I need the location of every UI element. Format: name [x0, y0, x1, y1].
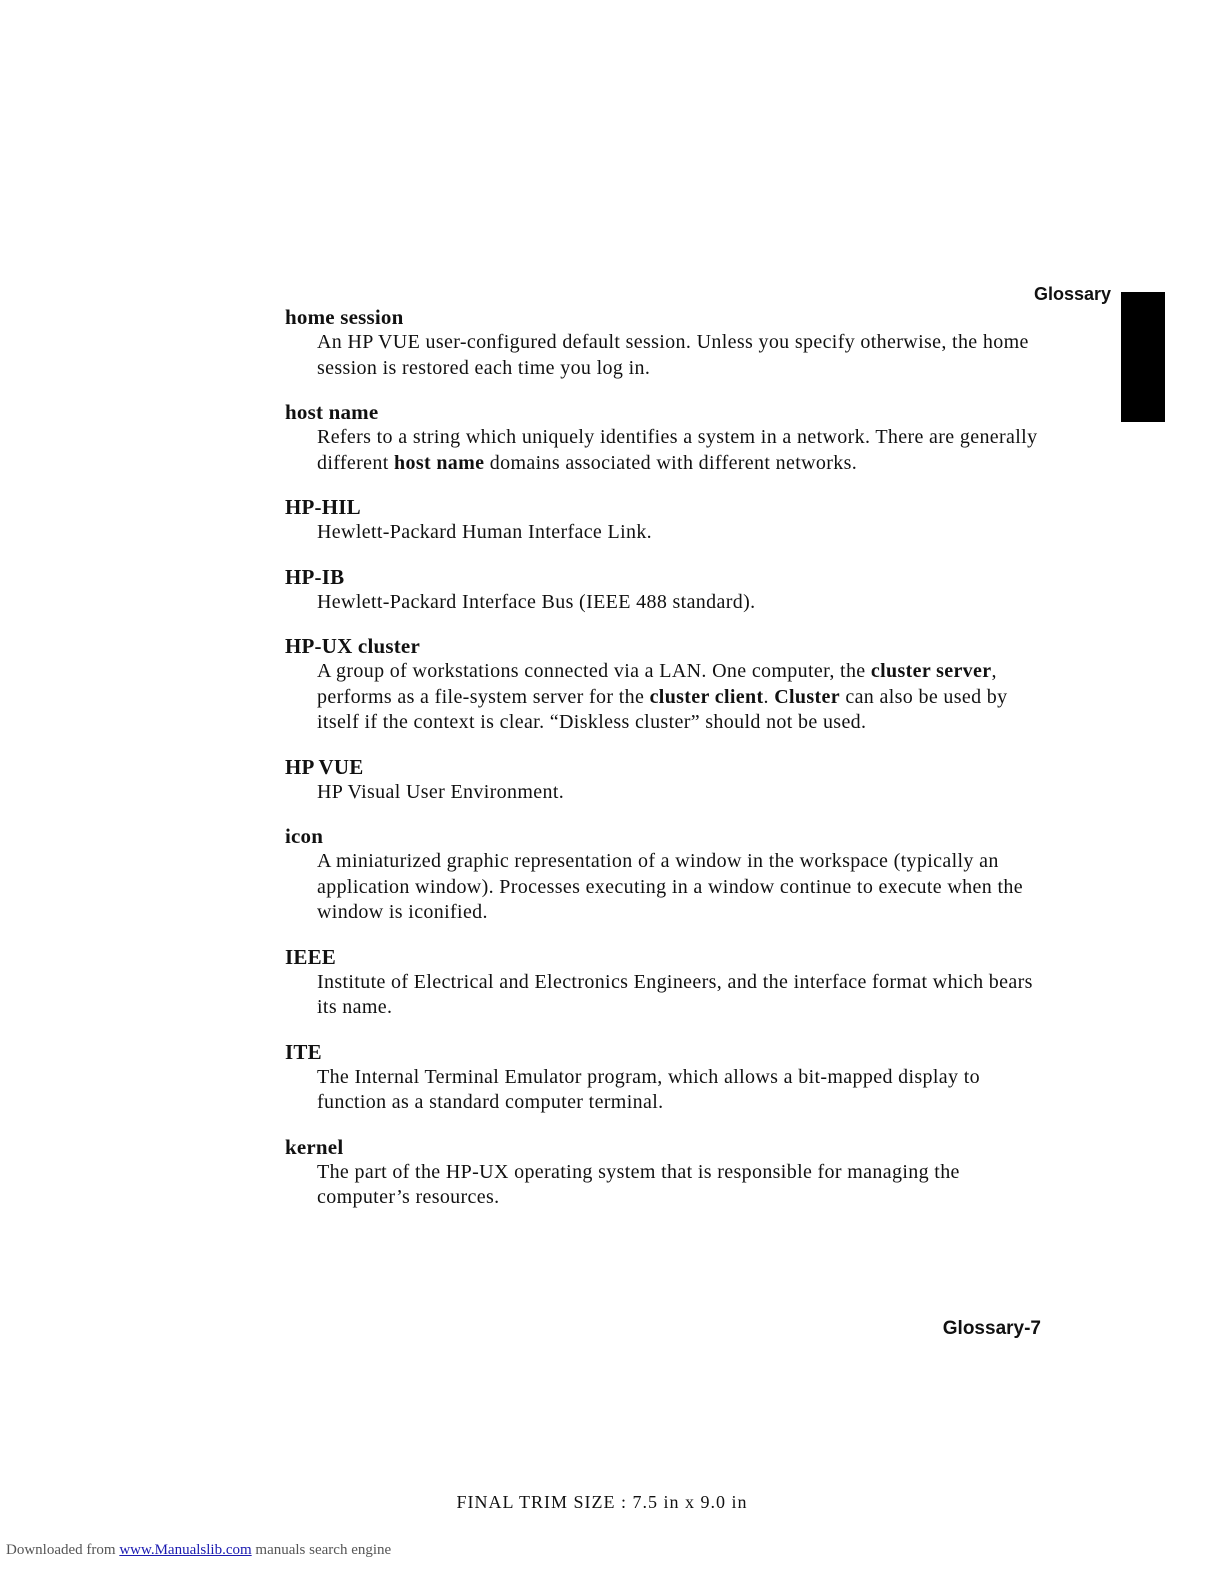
glossary-definition: [317, 330, 1045, 381]
glossary-definition: [317, 970, 1045, 1021]
manualslib-link[interactable]: www.Manualslib.com: [119, 1542, 252, 1558]
glossary-term: host name: [285, 400, 379, 424]
glossary-list: [285, 305, 1045, 1230]
definition-bold-term: Cluster: [774, 685, 840, 708]
glossary-definition: [317, 780, 1045, 806]
glossary-entry: [285, 565, 1045, 616]
glossary-entry: [285, 634, 1045, 736]
glossary-entry: [285, 1040, 1045, 1116]
glossary-term: kernel: [285, 1134, 344, 1159]
glossary-term: icon: [285, 824, 324, 848]
definition-text: The Internal Terminal Emulator program, which allows a bit-mapped display to function as a standard computer terminal.: [317, 1065, 980, 1113]
glossary-entry: [285, 945, 1045, 1021]
definition-text: , performs as a file-system server for the: [317, 660, 997, 708]
glossary-definition: [317, 425, 1045, 476]
glossary-entry: [285, 495, 1045, 546]
definition-text: .: [763, 685, 775, 708]
definition-text: Hewlett-Packard Human Interface Link.: [317, 521, 653, 543]
glossary-term: HP VUE: [285, 754, 364, 779]
glossary-definition: [317, 849, 1045, 926]
section-thumb-tab: [1121, 292, 1165, 422]
definition-text: Hewlett-Packard Interface Bus (IEEE 488 standard).: [317, 590, 756, 613]
glossary-definition: [317, 590, 1045, 616]
glossary-definition: [317, 659, 1045, 736]
definition-text: A miniaturized graphic representation of a window in the workspace (typically an application window). Processes executing in a window continue to execute when the window is iconified.: [317, 850, 1023, 923]
definition-text: can also be used by itself if the context is clear. “Diskless cluster” should not be used.: [317, 685, 1008, 733]
download-note-suffix: manuals search engine: [251, 1542, 392, 1558]
glossary-term: home session: [285, 305, 404, 329]
definition-text: Refers to a string which uniquely identifies a system in a network. There are generally different: [317, 426, 1038, 474]
glossary-term: HP-HIL: [285, 495, 361, 519]
definition-text: A group of workstations connected via a LAN. One computer, the: [317, 660, 871, 682]
glossary-entry: [285, 400, 1045, 476]
glossary-entry: [285, 755, 1045, 806]
definition-text: HP Visual User Environment.: [317, 780, 565, 803]
glossary-entry: [285, 824, 1045, 926]
definition-text: domains associated with different networks.: [484, 451, 858, 474]
glossary-definition: [317, 1160, 1045, 1211]
definition-text: The part of the HP-UX operating system that is responsible for managing the computer’s resources.: [317, 1160, 960, 1208]
glossary-term: IEEE: [285, 944, 336, 969]
definition-text: An HP VUE user-configured default session. Unless you specify otherwise, the home session is restored each time you log in.: [317, 331, 1029, 379]
glossary-entry: [285, 1135, 1045, 1211]
glossary-definition: [317, 1065, 1045, 1116]
page-number: Glossary-7: [942, 1318, 1041, 1339]
download-note-prefix: Downloaded from: [6, 1542, 120, 1558]
glossary-entry: [285, 305, 1045, 381]
trim-size-note: FINAL TRIM SIZE : 7.5 in x 9.0 in: [456, 1492, 748, 1512]
glossary-term: ITE: [285, 1039, 322, 1064]
download-note: [6, 1542, 391, 1559]
definition-text: Institute of Electrical and Electronics Engineers, and the interface format which bears its name.: [317, 970, 1033, 1018]
definition-bold-term: host name: [394, 451, 485, 474]
glossary-term: HP-IB: [285, 564, 345, 589]
section-title: Glossary: [1033, 284, 1111, 304]
definition-bold-term: cluster client: [649, 685, 764, 708]
definition-bold-term: cluster server: [870, 660, 992, 682]
glossary-term: HP-UX cluster: [285, 634, 420, 658]
glossary-definition: [317, 520, 1045, 546]
